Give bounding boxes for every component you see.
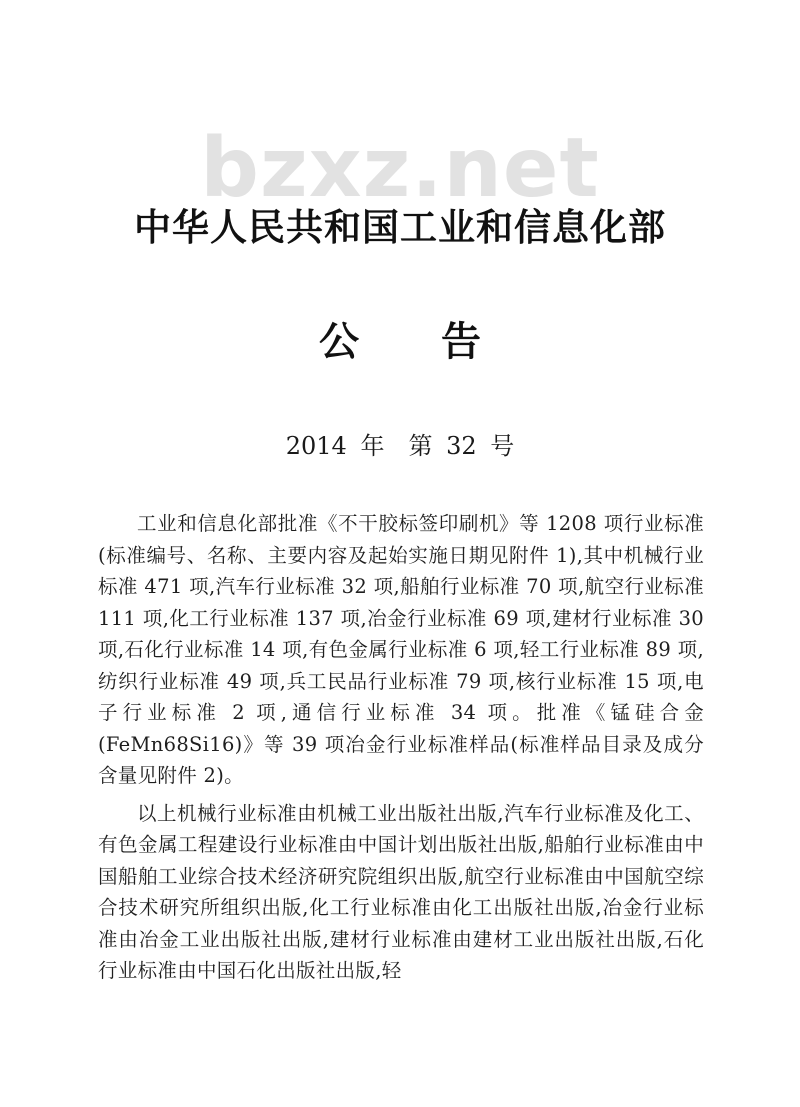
body-paragraph: 工业和信息化部批准《不干胶标签印刷机》等 1208 项行业标准(标准编号、名称、主要内容及起始实施日期见附件 1),其中机械行业标准 471 项,汽车行业标准 32 项,船舶行业标准 70 项,航空行业标准 111 项,化工行业标准 137 项,冶金行业标准 69 项,建材行业标准 30 项,石化行业标准 14 项,有色金属行业标准 6 项,轻工行业标准 89 项,纺织行业标准 49 项,兵工民品行业标准 79 项,核行业标准 15 项,电子行业标准 2 项,通信行业标准 34 项。批准《锰硅合金(FeMn68Si16)》等 39 项冶金行业标准样品(标准样品目录及成分含量见附件 2)。 [98, 512, 704, 787]
watermark: bzxz.net [200, 121, 600, 216]
body-paragraph: 以上机械行业标准由机械工业出版社出版,汽车行业标准及化工、有色金属工程建设行业标准由中国计划出版社出版,船舶行业标准由中国船舶工业综合技术经济研究院组织出版,航空行业标准由中国航空综合技术研究所组织出版,化工行业标准由化工出版社出版,冶金行业标准由冶金工业出版社出版,建材行业标准由建材工业出版社出版,石化行业标准由中国石化出版社出版,轻 [98, 801, 704, 982]
document-number: 2014 年 第 32 号 [285, 432, 515, 460]
announcement-body [98, 508, 704, 993]
ministry-title: 中华人民共和国工业和信息化部 [134, 206, 666, 249]
document-type-char-2: 告 [441, 319, 481, 365]
document-type-title [0, 318, 800, 366]
document-type-char-1: 公 [319, 319, 359, 365]
